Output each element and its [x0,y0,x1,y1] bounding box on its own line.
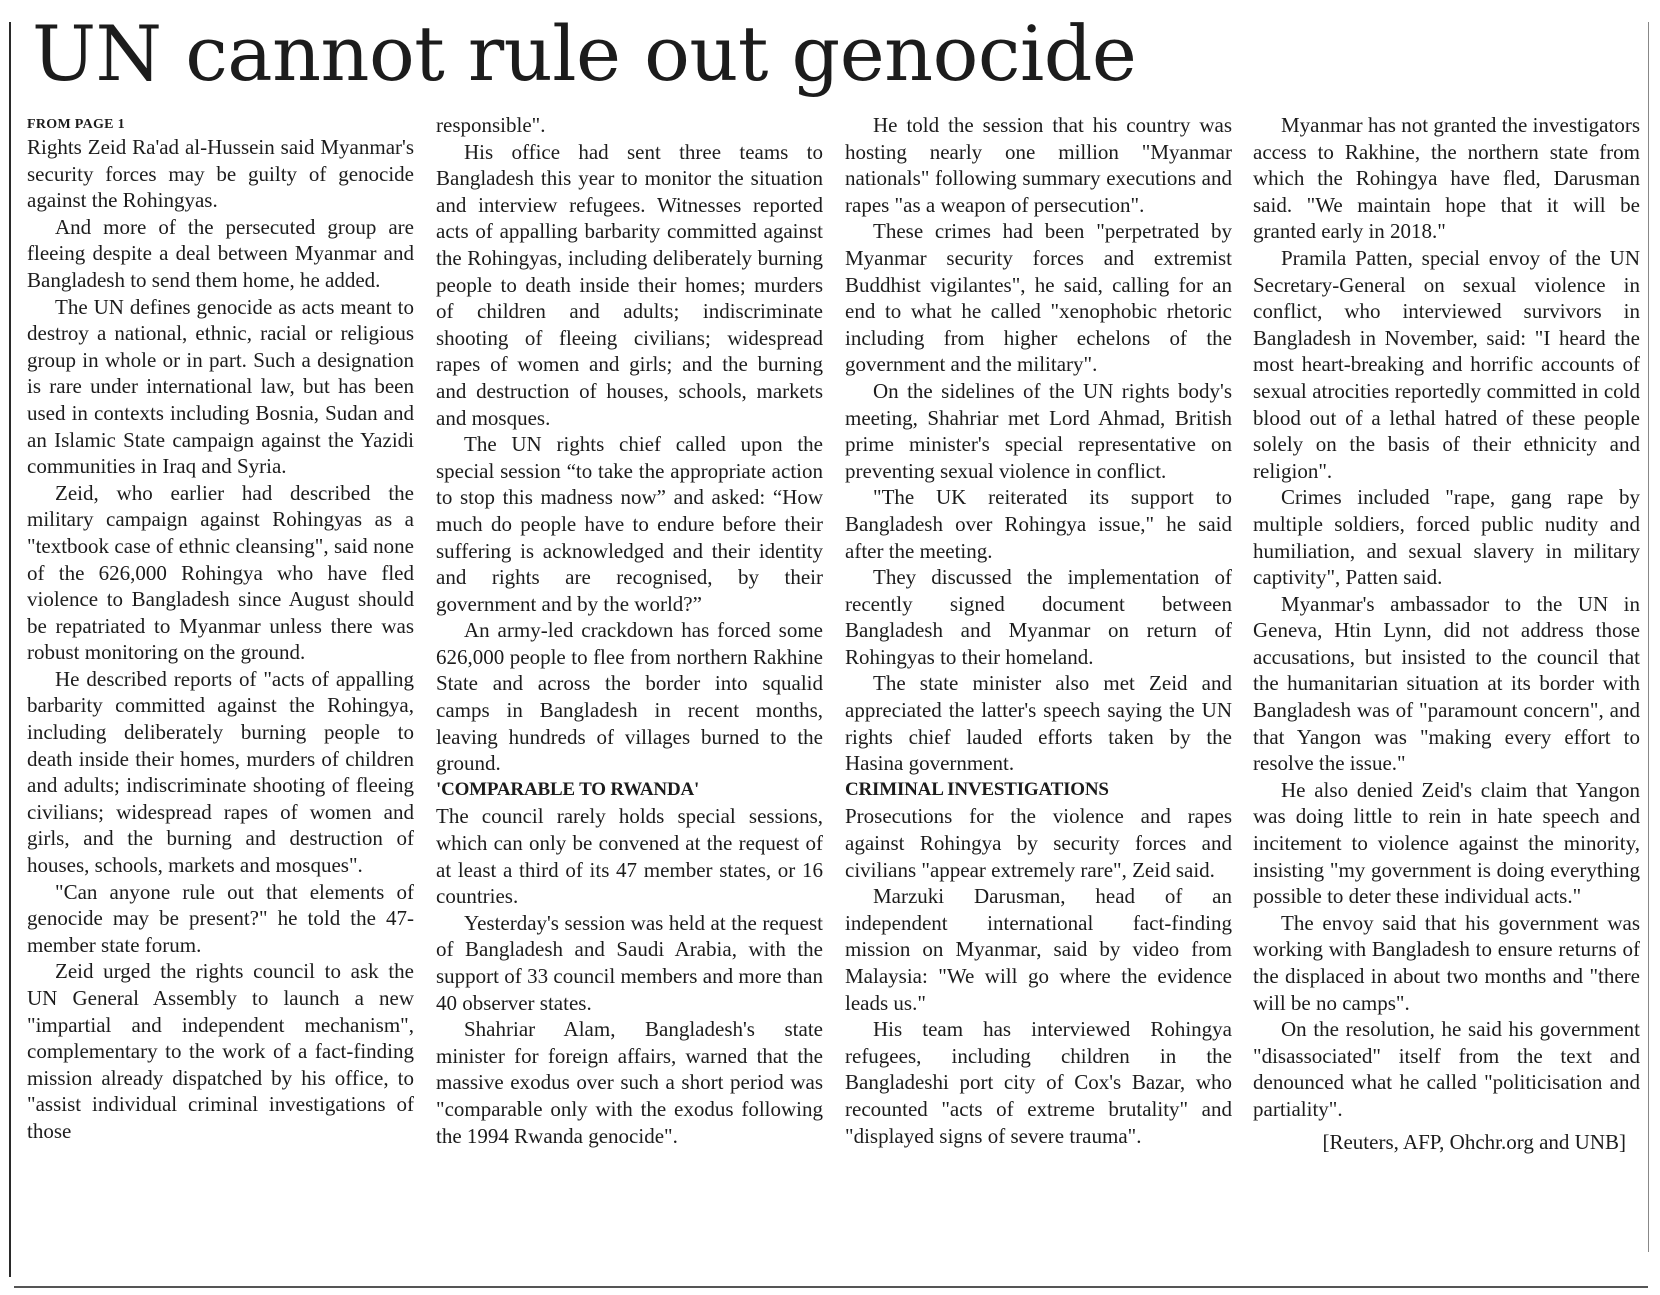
paragraph: "The UK reiterated its support to Bangladesh over Rohingya issue," he said after the meeting. [845,485,1232,563]
paragraph: Myanmar has not granted the investigators access to Rakhine, the northern state from which the Rohingya have fled, Darusman said. "We maintain hope that it will be granted early in 2018." [1253,113,1640,244]
article-column-2 [436,112,823,1149]
paragraph: The UN rights chief called upon the special session “to take the appropriate action to stop this madness now” and asked: “How much do people have to endure before their suffering is acknowledged and their identity and rights are recognised, by their government and by the world?” [436,432,823,616]
paragraph: These crimes had been "perpetrated by Myanmar security forces and extremist Buddhist vigilantes", he said, calling for an end to what he called "xenophobic rhetoric including from higher echelons of the government and the military". [845,219,1232,377]
paragraph: They discussed the implementation of recently signed document between Bangladesh and Myanmar on return of Rohingyas to their homeland. [845,565,1232,669]
article-column-3 [845,112,1232,1149]
paragraph: Zeid, who earlier had described the military campaign against Rohingyas as a "textbook case of ethnic cleansing", said none of the 626,000 Rohingya who have fled violence to Bangladesh since August should be repatriated to Myanmar unless there was robust monitoring on the ground. [27,480,414,665]
continued-from-kicker: FROM PAGE 1 [27,117,125,132]
paragraph: On the sidelines of the UN rights body's meeting, Shahriar met Lord Ahmad, British prime minister's special representative on preventing sexual violence in conflict. [845,378,1232,483]
paragraph: He also denied Zeid's claim that Yangon was doing little to rein in hate speech and incitement to violence against the minority, insisting "my government is doing everything possible to deter these individual acts." [1253,777,1640,909]
paragraph: His office had sent three teams to Bangladesh this year to monitor the situation and interview refugees. Witnesses reported acts of appalling barbarity committed against the Rohingyas, including deliberately burning people to death inside their homes; murders of children and adults; indiscriminate shooting of fleeing civilians; widespread rapes of women and girls; and the burning and destruction of houses, schools, markets and mosques. [436,139,823,430]
right-edge-rule [1648,22,1649,1252]
paragraph: And more of the persecuted group are fleeing despite a deal between Myanmar and Bangladesh to send them home, he added. [27,214,414,292]
paragraph: The envoy said that his government was working with Bangladesh to ensure returns of the displaced in about two months and "there will be no camps". [1253,910,1640,1015]
article-headline: UN cannot rule out genocide [32,9,1137,98]
paragraph: Myanmar's ambassador to the UN in Geneva, Htin Lynn, did not address those accusations, but insisted to the council that the humanitarian situation at its border with Bangladesh was of "paramount concern", and that Yangon was "making every effort to resolve the issue." [1253,591,1640,776]
section-subheading: 'COMPARABLE TO RWANDA' [436,778,700,800]
paragraph: Shahriar Alam, Bangladesh's state minister for foreign affairs, warned that the massive exodus over such a short period was "comparable only with the exodus following the 1994 Rwanda genocide". [436,1017,823,1148]
paragraph: On the resolution, he said his government "disassociated" itself from the text and denounced what he called "politicisation and partiality". [1253,1017,1640,1121]
article-column-4 [1253,112,1640,1155]
paragraph: The council rarely holds special sessions, which can only be convened at the request of at least a third of its 47 member states, or 16 countries. [436,804,823,909]
paragraph: Rights Zeid Ra'ad al-Hussein said Myanmar's security forces may be guilty of genocide against the Rohingyas. [27,135,414,213]
source-credit: [Reuters, AFP, Ohchr.org and UNB] [1322,1129,1626,1154]
article-column-1 [27,112,414,1145]
left-column-rule [9,22,11,1277]
paragraph: His team has interviewed Rohingya refugees, including children in the Bangladeshi port city of Cox's Bazar, who recounted "acts of extreme brutality" and "displayed signs of severe trauma". [845,1017,1232,1148]
paragraph: "Can anyone rule out that elements of genocide may be present?" he told the 47-member state forum. [27,879,414,957]
paragraph: Pramila Patten, special envoy of the UN Secretary-General on sexual violence in conflict, who interviewed survivors in Bangladesh in November, said: "I heard the most heart-breaking and horrific accounts of sexual atrocities reportedly committed in cold blood out of a lethal hatred of these people solely on the basis of their ethnicity and religion". [1253,245,1640,483]
bottom-rule [14,1286,1648,1288]
paragraph: An army-led crackdown has forced some 626,000 people to flee from northern Rakhine State and across the border into squalid camps in Bangladesh in recent months, leaving hundreds of villages burned to the ground. [436,618,823,776]
paragraph: He told the session that his country was hosting nearly one million "Myanmar nationals" following summary executions and rapes "as a weapon of persecution". [845,113,1232,217]
paragraph: responsible". [436,113,546,137]
paragraph: Marzuki Darusman, head of an independent international fact-finding mission on Myanmar, said by video from Malaysia: "We will go where the evidence leads us." [845,884,1232,1015]
section-subheading: CRIMINAL INVESTIGATIONS [845,778,1109,800]
paragraph: Yesterday's session was held at the request of Bangladesh and Saudi Arabia, with the support of 33 council members and more than 40 observer states. [436,910,823,1015]
paragraph: The state minister also met Zeid and appreciated the latter's speech saying the UN rights chief lauded efforts taken by the Hasina government. [845,671,1232,776]
paragraph: Crimes included "rape, gang rape by multiple soldiers, forced public nudity and humiliation, and sexual slavery in military captivity", Patten said. [1253,485,1640,590]
paragraph: He described reports of "acts of appalling barbarity committed against the Rohingya, including deliberately burning people to death inside their homes, murders of children and adults; indiscriminate shooting of fleeing civilians; widespread rapes of women and girls, and the burning and destruction of houses, schools, markets and mosques". [27,666,414,878]
paragraph: Zeid urged the rights council to ask the UN General Assembly to launch a new "impartial and independent mechanism", complementary to the work of a fact-finding mission already dispatched by his office, to "assist individual criminal investigations of those [27,959,414,1143]
paragraph: Prosecutions for the violence and rapes against Rohingya by security forces and civilians "appear extremely rare", Zeid said. [845,804,1232,882]
paragraph: The UN defines genocide as acts meant to destroy a national, ethnic, racial or religious group in whole or in part. Such a designation is rare under international law, but has been used in contexts including Bosnia, Sudan and an Islamic State campaign against the Yazidi communities in Iraq and Syria. [27,294,414,479]
